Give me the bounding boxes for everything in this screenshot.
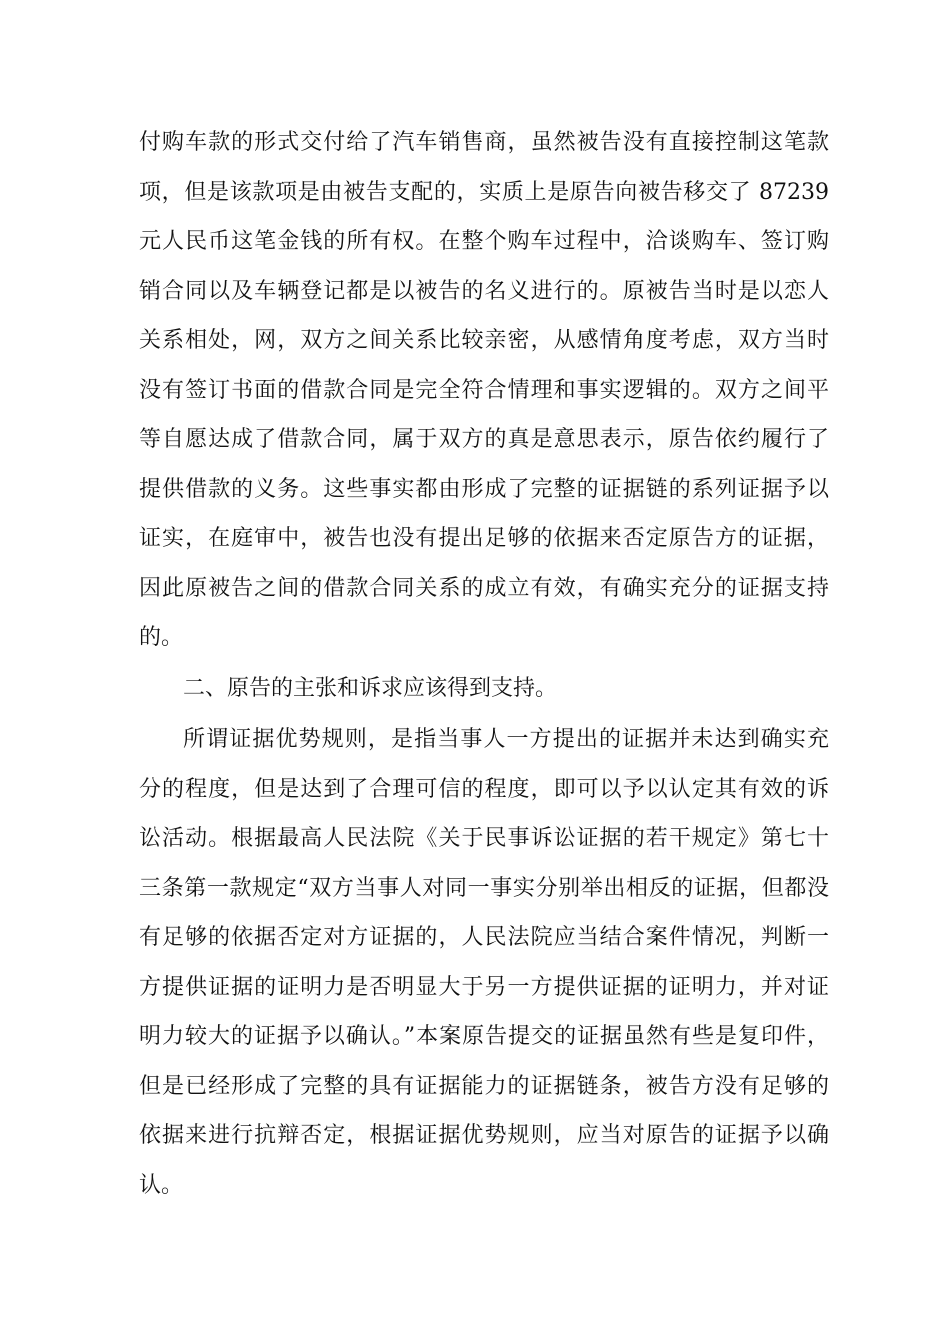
paragraph-line: 方提供证据的证明力是否明显大于另一方提供证据的证明力，并对证 bbox=[139, 974, 829, 1000]
paragraph-line: 项，但是该款项是由被告支配的，实质上是原告向被告移交了 87239 bbox=[139, 179, 829, 205]
paragraph-line: 但是已经形成了完整的具有证据能力的证据链条，被告方没有足够的 bbox=[139, 1073, 829, 1099]
paragraph-line: 讼活动。根据最高人民法院《关于民事诉讼证据的若干规定》第七十 bbox=[139, 826, 829, 851]
paragraph-line: 没有签订书面的借款合同是完全符合情理和事实逻辑的。双方之间平 bbox=[139, 377, 829, 403]
paragraph-loan-facts bbox=[139, 118, 829, 663]
paragraph-line: 关系相处，网，双方之间关系比较亲密，从感情角度考虑，双方当时 bbox=[139, 328, 829, 353]
paragraph-line: 等自愿达成了借款合同，属于双方的真是意思表示，原告依约履行了 bbox=[139, 427, 829, 452]
paragraph-line: 证实，在庭审中，被告也没有提出足够的依据来否定原告方的证据， bbox=[139, 526, 829, 551]
paragraph-line: 认。 bbox=[139, 1172, 184, 1198]
paragraph-line: 元人民币这笔金钱的所有权。在整个购车过程中，洽谈购车、签订购 bbox=[139, 229, 829, 254]
paragraph-line: 销合同以及车辆登记都是以被告的名义进行的。原被告当时是以恋人 bbox=[139, 278, 829, 304]
paragraph-line: 付购车款的形式交付给了汽车销售商，虽然被告没有直接控制这笔款 bbox=[139, 130, 829, 155]
paragraph-line: 分的程度，但是达到了合理可信的程度，即可以予以认定其有效的诉 bbox=[139, 776, 829, 802]
paragraph-line: 提供借款的义务。这些事实都由形成了完整的证据链的系列证据予以 bbox=[139, 476, 829, 502]
paragraph-line: 所谓证据优势规则，是指当事人一方提出的证据并未达到确实充 bbox=[183, 727, 829, 752]
paragraph-line: 明力较大的证据予以确认。”本案原告提交的证据虽然有些是复印件， bbox=[139, 1024, 829, 1049]
paragraph-line: 有足够的依据否定对方证据的，人民法院应当结合案件情况，判断一 bbox=[139, 925, 829, 950]
section-heading: 二、原告的主张和诉求应该得到支持。 bbox=[183, 676, 558, 701]
paragraph-evidence-rule bbox=[139, 715, 829, 1210]
paragraph-line: 依据来进行抗辩否定，根据证据优势规则，应当对原告的证据予以确 bbox=[139, 1123, 829, 1148]
paragraph-line: 的。 bbox=[139, 625, 184, 650]
paragraph-line: 三条第一款规定“双方当事人对同一事实分别举出相反的证据，但都没 bbox=[139, 875, 829, 901]
paragraph-line: 因此原被告之间的借款合同关系的成立有效，有确实充分的证据支持 bbox=[139, 575, 829, 601]
